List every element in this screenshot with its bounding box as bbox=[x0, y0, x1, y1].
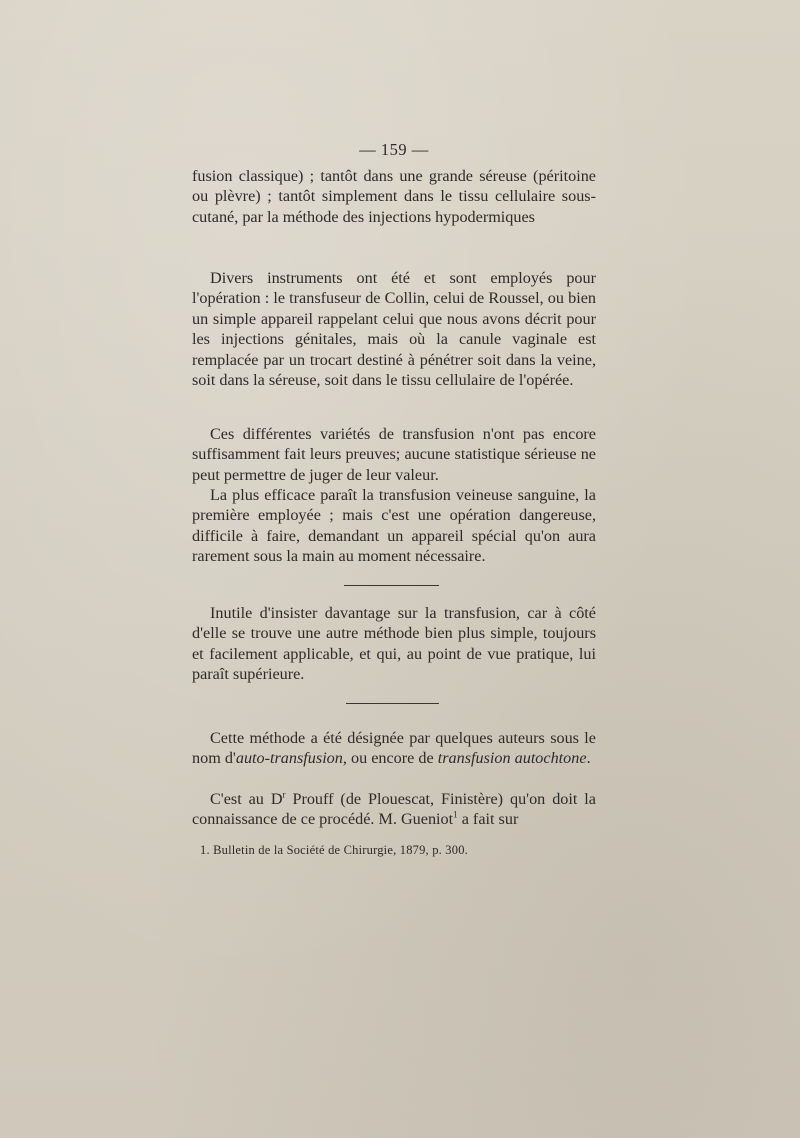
paragraph-4 bbox=[192, 485, 596, 567]
paragraph-1-text: fusion classique) ; tantôt dans une grande séreuse (péritoine ou plèvre) ; tantôt simplement dans le tissu cellulaire sous-cutané, par la méthode des injections hypodermiques bbox=[192, 167, 596, 226]
paragraph-5 bbox=[192, 603, 596, 685]
paragraph-7-part-a: C'est au D bbox=[210, 790, 283, 808]
paragraph-2 bbox=[192, 268, 596, 390]
section-divider-2 bbox=[346, 703, 439, 704]
page-number: — 159 — bbox=[359, 140, 429, 159]
paragraph-6-part-a: Cette méthode a été désignée par quelques auteurs sous le nom d' bbox=[192, 729, 596, 768]
paragraph-2-text: Divers instruments ont été et sont employés pour l'opération : le transfuseur de Collin, celui de Roussel, ou bien un simple appareil rappelant celui que nous avons décrit pour les injections génitales, mais où la canule vaginale est remplacée par un trocart destiné à pénétrer soit dans la veine, soit dans la séreuse, soit dans le tissu cellulaire de l'opérée. bbox=[192, 269, 596, 390]
doctor-superscript: r bbox=[282, 789, 286, 800]
paragraph-5-text: Inutile d'insister davantage sur la transfusion, car à côté d'elle se trouve une autre méthode bien plus simple, toujours et facilement applicable, et qui, au point de vue pratique, lui paraît supérieure. bbox=[192, 604, 596, 684]
paragraph-7-part-c: a fait sur bbox=[457, 810, 519, 829]
footnote-reference: 1 bbox=[453, 810, 458, 821]
paragraph-7-part-b: Prouff (de Plouescat, Finistère) qu'on doit la connaissance de ce procédé. M. Gueniot bbox=[192, 790, 596, 829]
footnote: 1. Bulletin de la Société de Chirurgie, 1879, p. 300. bbox=[200, 843, 468, 857]
paragraph-6-part-c: , ou encore de bbox=[342, 749, 438, 768]
paragraph-6-part-e: . bbox=[586, 749, 591, 768]
paragraph-6-text bbox=[192, 728, 596, 769]
paragraph-3 bbox=[192, 424, 596, 485]
paragraph-7 bbox=[192, 789, 596, 830]
paragraph-3-text: Ces différentes variétés de transfusion n'ont pas encore suffisamment fait leurs preuves; aucune statistique sérieuse ne peut permettre de juger de leur valeur. bbox=[192, 425, 596, 484]
paragraph-1 bbox=[192, 166, 596, 227]
term-transfusion-autochtone: transfusion autochtone bbox=[437, 749, 587, 768]
term-auto-transfusion: auto-transfusion bbox=[235, 749, 343, 768]
paragraph-6 bbox=[192, 728, 596, 769]
paragraph-7-text bbox=[192, 789, 596, 830]
section-divider-1 bbox=[344, 585, 439, 586]
paragraph-4-text: La plus efficace paraît la transfusion veineuse sanguine, la première employée ; mais c'est une opération dangereuse, difficile à faire, demandant un appareil spécial qu'on aura rarement sous la main au moment nécessaire. bbox=[192, 486, 596, 566]
